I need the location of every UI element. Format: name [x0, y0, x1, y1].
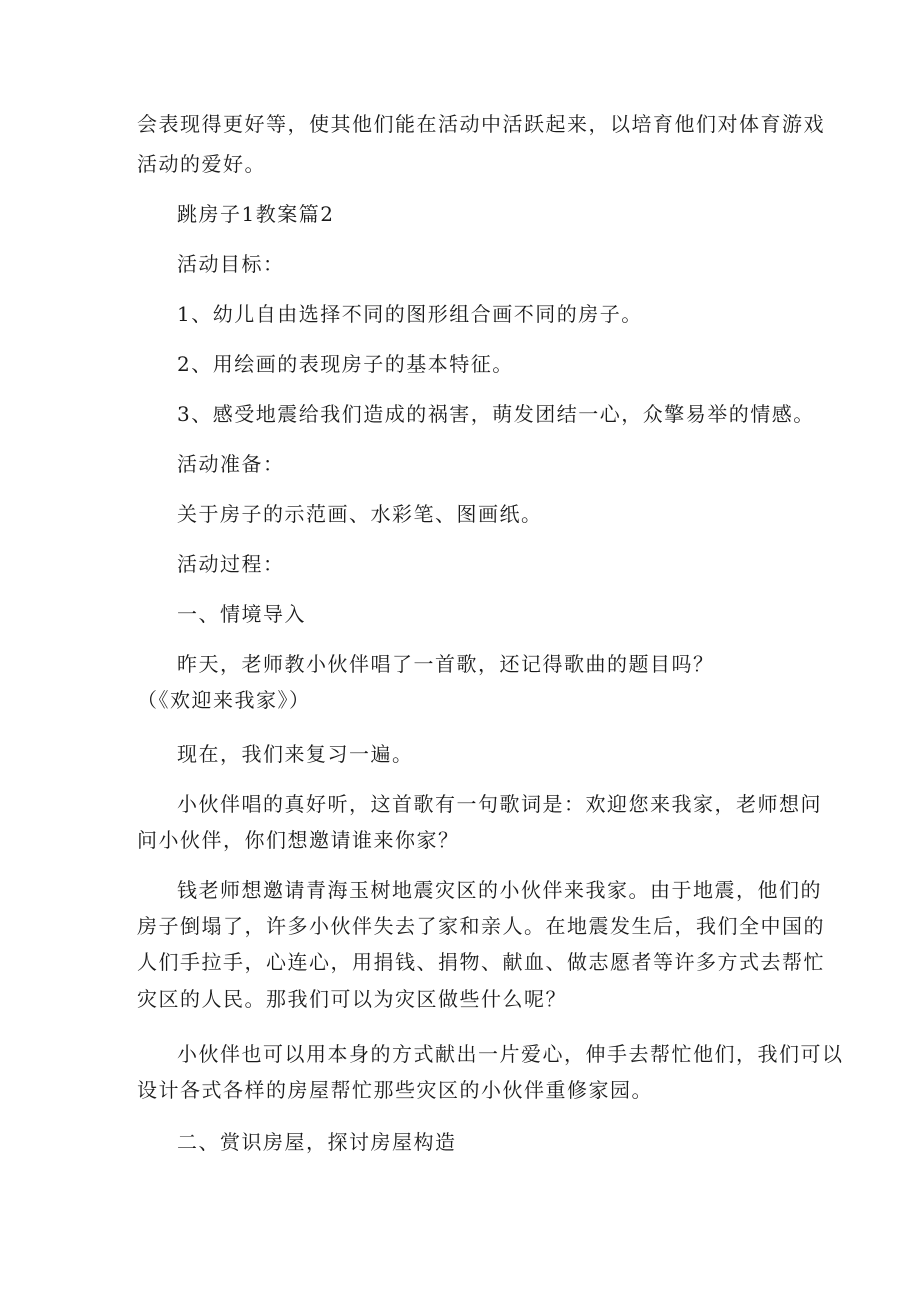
paragraph-line: 关于房子的示范画、水彩笔、图画纸。: [177, 502, 543, 526]
list-item: 2、用绘画的表现房子的基本特征。: [177, 352, 514, 376]
list-item: 3、感受地震给我们造成的祸害，萌发团结一心，众擎易举的情感。: [177, 402, 815, 426]
paragraph-line: 活动的爱好。: [137, 152, 266, 176]
subheading-step-two: 二、赏识房屋，探讨房屋构造: [177, 1130, 457, 1154]
paragraph-line: 会表现得更好等，使其他们能在活动中活跃起来，以培育他们对体育游戏: [137, 112, 825, 136]
paragraph-line: 现在，我们来复习一遍。: [177, 742, 414, 766]
paragraph-line: 小伙伴也可以用本身的方式献出一片爱心，伸手去帮忙他们，我们可以: [177, 1042, 844, 1066]
paragraph-line: 小伙伴唱的真好听，这首歌有一句歌词是：欢迎您来我家，老师想问: [177, 792, 822, 816]
paragraph-line: 房子倒塌了，许多小伙伴失去了家和亲人。在地震发生后，我们全中国的: [137, 914, 825, 938]
paragraph-line: （《欢迎来我家》）: [137, 688, 311, 712]
paragraph-line: 钱老师想邀请青海玉树地震灾区的小伙伴来我家。由于地震，他们的: [177, 878, 822, 902]
subheading-process: 活动过程：: [177, 552, 285, 576]
paragraph-line: 昨天，老师教小伙伴唱了一首歌，还记得歌曲的题目吗？: [177, 652, 715, 676]
paragraph-line: 问小伙伴，你们想邀请谁来你家？: [137, 828, 460, 852]
paragraph-line: 人们手拉手，心连心，用捐钱、捐物、献血、做志愿者等许多方式去帮忙: [137, 950, 825, 974]
paragraph-line: 设计各式各样的房屋帮忙那些灾区的小伙伴重修家园。: [137, 1078, 653, 1102]
paragraph-line: 灾区的人民。那我们可以为灾区做些什么呢？: [137, 987, 567, 1011]
subheading-preparation: 活动准备：: [177, 452, 285, 476]
subheading-step-one: 一、情境导入: [177, 602, 306, 626]
section-heading: 跳房子1教案篇2: [177, 202, 335, 226]
subheading-objectives: 活动目标：: [177, 252, 285, 276]
list-item: 1、幼儿自由选择不同的图形组合画不同的房子。: [177, 302, 643, 326]
